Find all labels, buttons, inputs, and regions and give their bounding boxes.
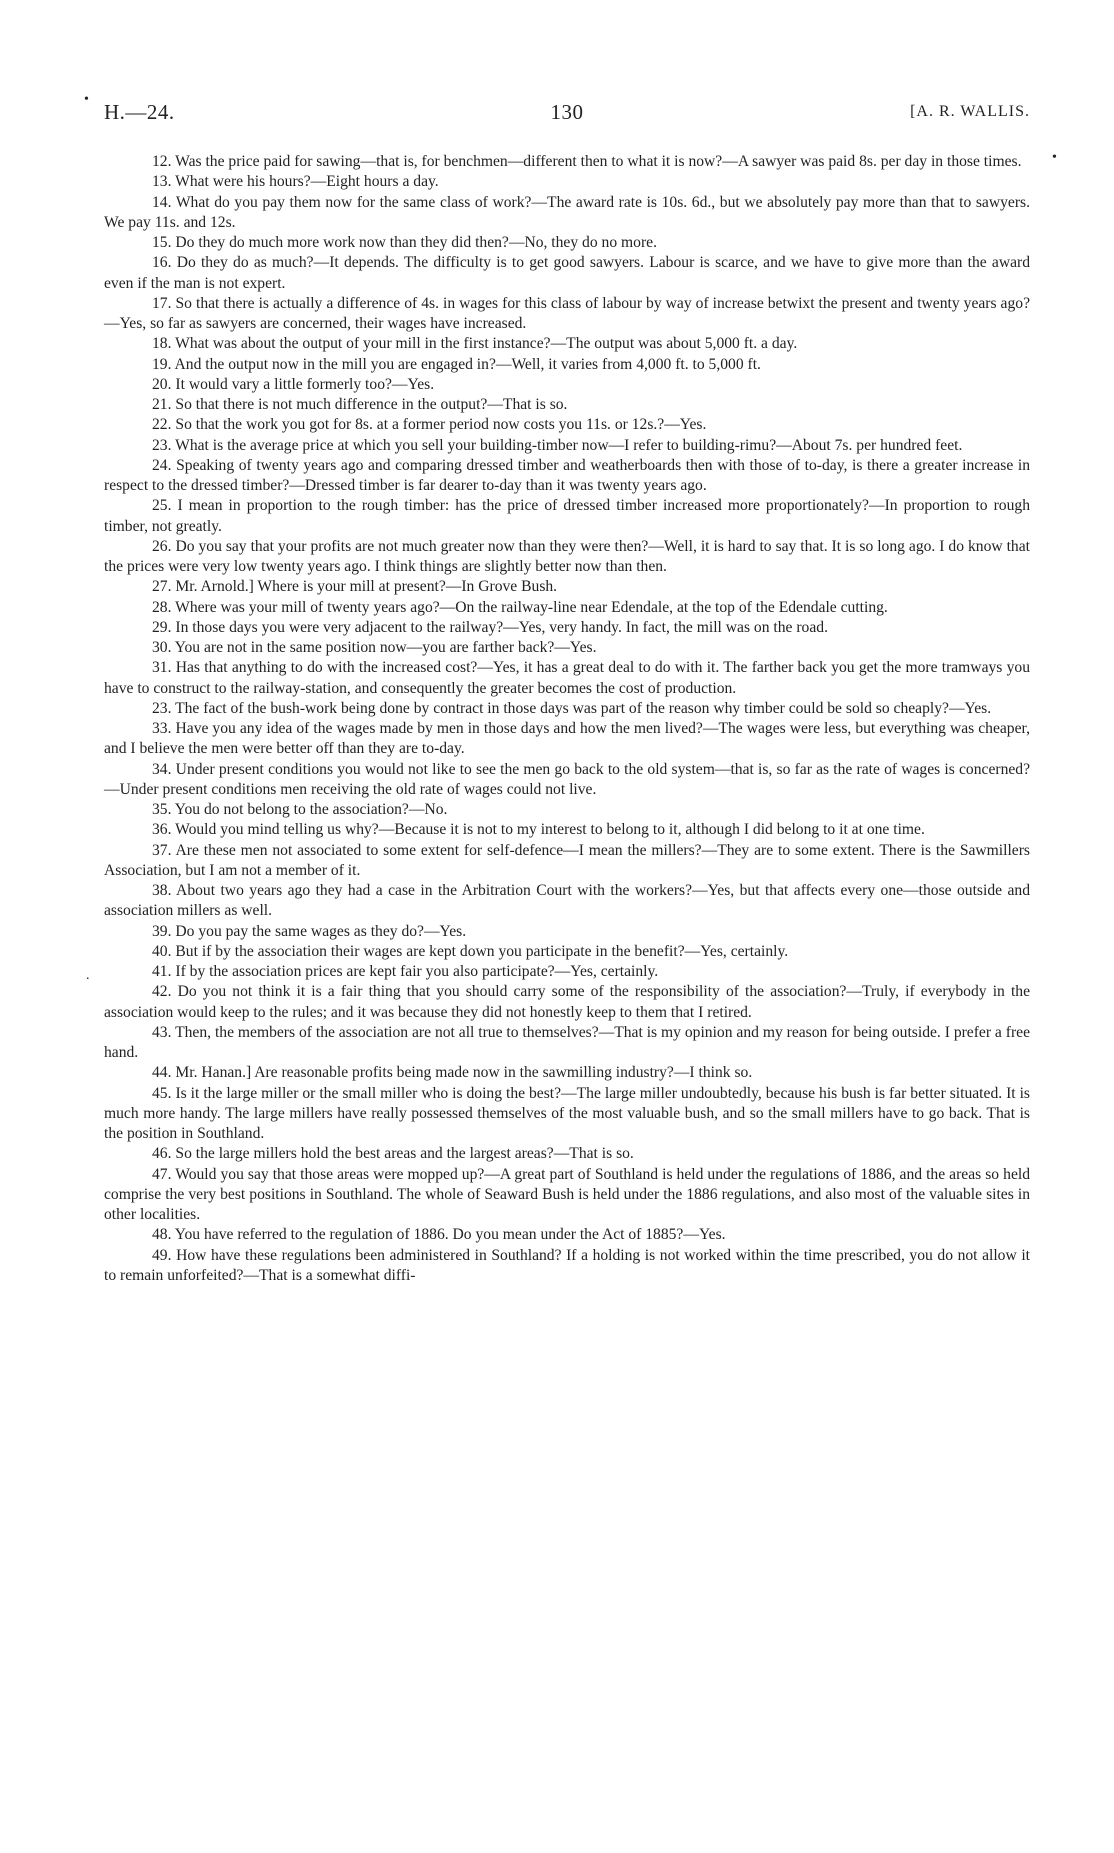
testimony-paragraph: 37. Are these men not associated to some extent for self-defence—I mean the millers?—They are to some extent. There is the Sawmillers Association, but I am not a member of it.: [104, 841, 1030, 879]
margin-mark-icon: •: [1052, 150, 1057, 165]
testimony-paragraph: 23. What is the average price at which you sell your building-timber now—I refer to building-rimu?—About 7s. per hundred feet.: [152, 436, 963, 454]
testimony-paragraph: 29. In those days you were very adjacent to the railway?—Yes, very handy. In fact, the mill was on the road.: [152, 618, 828, 636]
testimony-paragraph: 38. About two years ago they had a case in the Arbitration Court with the workers?—Yes, but that affects every one—those outside and association millers as well.: [104, 882, 1030, 920]
testimony-paragraph: 45. Is it the large miller or the small miller who is doing the best?—The large miller undoubtedly, because his bush is far better situated. It is much more handy. The large millers have really possessed themselves of the most valuable bush, and so the small millers have to go back. That is the position in Southland.: [104, 1084, 1030, 1142]
testimony-paragraph: 41. If by the association prices are kept fair you also participate?—Yes, certainly.: [152, 963, 659, 980]
witness-name: [A. R. WALLIS.: [910, 103, 1030, 120]
testimony-paragraph: 36. Would you mind telling us why?—Because it is not to my interest to belong to it, although I did belong to it at one time.: [152, 821, 925, 839]
body-text: [104, 152, 1030, 1286]
page-number: 130: [550, 100, 584, 124]
testimony-paragraph: 34. Under present conditions you would not like to see the men go back to the old system—that is, so far as the rate of wages is concerned?—Under present conditions men receiving the old rate of wages could not live.: [104, 760, 1030, 798]
testimony-paragraph: 21. So that there is not much difference in the output?—That is so.: [152, 396, 568, 413]
testimony-paragraph: 20. It would vary a little formerly too?—Yes.: [152, 375, 435, 393]
testimony-paragraph: 31. Has that anything to do with the increased cost?—Yes, it has a great deal to do with it. The farther back you get the more tramways you have to construct to the railway-station, and consequently the greater becomes the cost of production.: [104, 659, 1030, 697]
testimony-paragraph: 48. You have referred to the regulation of 1886. Do you mean under the Act of 1885?—Yes.: [152, 1226, 726, 1244]
testimony-paragraph: 27. Mr. Arnold.] Where is your mill at present?—In Grove Bush.: [152, 578, 558, 596]
testimony-paragraph: 13. What were his hours?—Eight hours a day.: [152, 173, 439, 191]
testimony-paragraph: 43. Then, the members of the association are not all true to themselves?—That is my opinion and my reason for being outside. I prefer a free hand.: [104, 1023, 1030, 1061]
margin-mark-icon: •: [84, 92, 89, 107]
testimony-paragraph: 28. Where was your mill of twenty years ago?—On the railway-line near Edendale, at the top of the Edendale cutting.: [152, 598, 888, 616]
page-header: [104, 100, 1030, 134]
testimony-paragraph: 40. But if by the association their wages are kept down you participate in the benefit?—Yes, certainly.: [152, 942, 789, 960]
testimony-paragraph: 12. Was the price paid for sawing—that is, for benchmen—different then to what it is now?—A sawyer was paid 8s. per day in those times.: [152, 153, 1022, 170]
testimony-paragraph: 49. How have these regulations been administered in Southland? If a holding is not worked within the time prescribed, you do not allow it to remain unforfeited?—That is a somewhat diffi-: [104, 1246, 1030, 1284]
testimony-paragraph: 22. So that the work you got for 8s. at a former period now costs you 11s. or 12s.?—Yes.: [152, 416, 707, 434]
testimony-paragraph: 35. You do not belong to the association?—No.: [152, 801, 448, 818]
testimony-paragraph: 24. Speaking of twenty years ago and comparing dressed timber and weatherboards then with those of to-day, is there a greater increase in respect to the dressed timber?—Dressed timber is far dearer to-day than it was twenty years ago.: [104, 456, 1030, 494]
margin-mark-icon: .: [86, 968, 90, 983]
testimony-paragraph: 15. Do they do much more work now than they did then?—No, they do no more.: [152, 234, 657, 251]
testimony-paragraph: 23. The fact of the bush-work being done by contract in those days was part of the reason why timber could be sold so cheaply?—Yes.: [152, 699, 992, 717]
testimony-paragraph: 26. Do you say that your profits are not much greater now than they were then?—Well, it is hard to say that. It is so long ago. I do know that the prices were very low twenty years ago. I think things are slightly better now than then.: [104, 537, 1030, 575]
testimony-paragraph: 39. Do you pay the same wages as they do?—Yes.: [152, 922, 467, 940]
testimony-paragraph: 16. Do they do as much?—It depends. The difficulty is to get good sawyers. Labour is scarce, and we have to give more than the award even if the man is not expert.: [104, 254, 1030, 292]
testimony-paragraph: 19. And the output now in the mill you are engaged in?—Well, it varies from 4,000 ft. to 5,000 ft.: [152, 355, 761, 373]
testimony-paragraph: 14. What do you pay them now for the same class of work?—The award rate is 10s. 6d., but we absolutely pay more than that to sawyers. We pay 11s. and 12s.: [104, 193, 1030, 231]
testimony-paragraph: 46. So the large millers hold the best areas and the largest areas?—That is so.: [152, 1145, 634, 1163]
testimony-paragraph: 30. You are not in the same position now—you are farther back?—Yes.: [152, 639, 597, 656]
testimony-paragraph: 44. Mr. Hanan.] Are reasonable profits being made now in the sawmilling industry?—I think so.: [152, 1064, 753, 1082]
testimony-paragraph: 17. So that there is actually a difference of 4s. in wages for this class of labour by way of increase betwixt the present and twenty years ago?—Yes, so far as sawyers are concerned, their wages have increased.: [104, 294, 1030, 332]
document-reference: H.—24.: [104, 100, 175, 124]
testimony-paragraph: 18. What was about the output of your mill in the first instance?—The output was about 5,000 ft. a day.: [152, 335, 798, 353]
testimony-paragraph: 42. Do you not think it is a fair thing that you should carry some of the responsibility of the association?—Truly, if everybody in the association would keep to the rules; and it was because they did not honestly keep to them that I retired.: [104, 983, 1030, 1021]
testimony-paragraph: 47. Would you say that those areas were mopped up?—A great part of Southland is held under the regulations of 1886, and the areas so held comprise the very best positions in Southland. The whole of Seaward Bush is held under the 1886 regulations, and also most of the valuable sites in other localities.: [104, 1165, 1030, 1223]
testimony-paragraph: 25. I mean in proportion to the rough timber: has the price of dressed timber increased more proportionately?—In proportion to rough timber, not greatly.: [104, 497, 1030, 535]
testimony-paragraph: 33. Have you any idea of the wages made by men in those days and how the men lived?—The wages were less, but everything was cheaper, and I believe the men were better off than they are to-day.: [104, 720, 1030, 758]
